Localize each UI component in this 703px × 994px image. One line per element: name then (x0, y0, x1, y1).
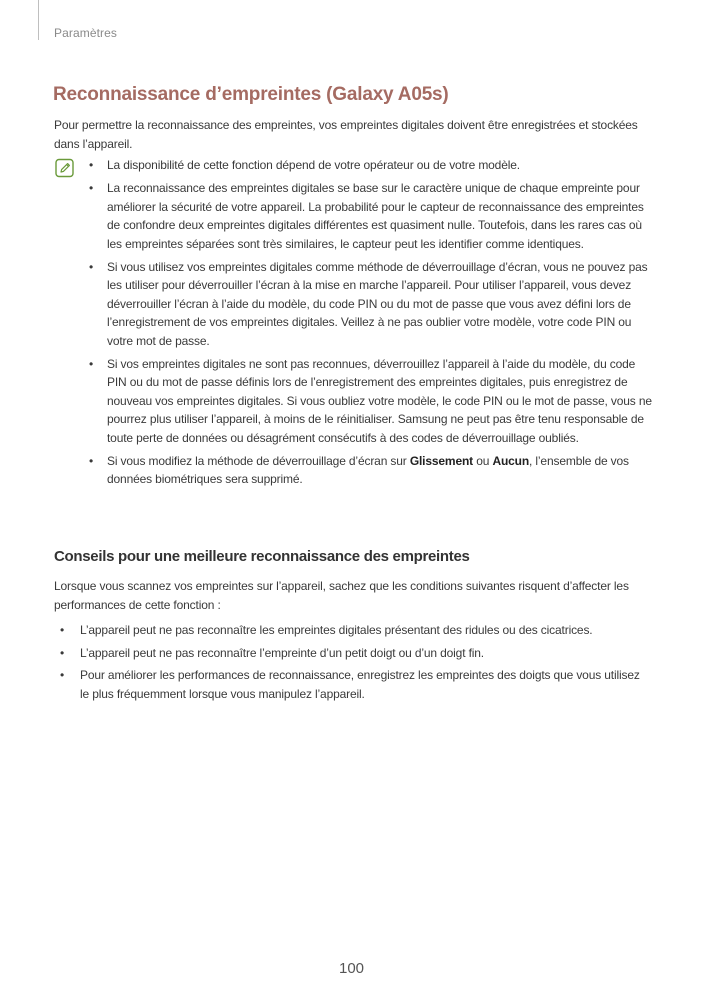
tip-text: L’appareil peut ne pas reconnaître les empreintes digitales présentant des ridules ou des cicatrices. (80, 623, 593, 637)
note-item (86, 179, 652, 253)
tips-list (60, 621, 650, 707)
note-list (86, 156, 652, 493)
bullet: • (60, 623, 65, 637)
bullet: • (60, 668, 65, 682)
tip-text: L’appareil peut ne pas reconnaître l’empreinte d’un petit doigt ou d’un doigt fin. (80, 645, 484, 660)
bullet: • (89, 181, 94, 195)
note-pencil-icon (55, 158, 74, 178)
intro-paragraph: Pour permettre la reconnaissance des empreintes, vos empreintes digitales doivent être enregistrées et stockées dans l’appareil. (54, 118, 638, 151)
note-text: La disponibilité de cette fonction dépend de votre opérateur ou de votre modèle. (107, 158, 520, 172)
bullet: • (60, 645, 65, 660)
section-title: Conseils pour une meilleure reconnaissance des empreintes (54, 548, 470, 565)
note-text: , l’ensemble de vos données biométriques sera supprimé. (107, 453, 629, 486)
header-divider (38, 0, 39, 40)
page-number: 100 (338, 960, 365, 977)
section-header: Paramètres (54, 26, 118, 40)
note-text: La reconnaissance des empreintes digitales se base sur le caractère unique de chaque empreinte pour améliorer la sécurité de votre appareil. La probabilité pour le capteur de reconnaissance des empreintes de confondre deux empreintes digitales différentes est quasiment nulle. Toutefois, dans les rares cas où les empreintes séparées sont très similaires, le capteur peut les identifier comme identiques. (107, 181, 644, 251)
bullet: • (89, 259, 94, 274)
tip-item (60, 644, 650, 663)
bullet: • (89, 356, 94, 371)
bullet: • (89, 453, 94, 468)
section-intro: Lorsque vous scannez vos empreintes sur l’appareil, sachez que les conditions suivantes risquent d’affecter les performances de cette fonction : (54, 579, 629, 612)
note-text: Si vous utilisez vos empreintes digitales comme méthode de déverrouillage d’écran, vous ne pouvez pas les utiliser pour déverrouiller l’écran à la mise en marche l’appareil. Pour utiliser l’appareil, vous devez déverrouiller l’écran à l’aide du modèle, du code PIN ou du mot de passe que vous avez défini lors de l’enregistrement de vos empreintes digitales. Veillez à ne pas oublier votre modèle, votre code PIN ou votre mot de passe. (107, 259, 648, 348)
tip-item (60, 666, 650, 703)
option-glissement: Glissement (409, 453, 474, 468)
note-text: ou (473, 453, 493, 468)
option-aucun: Aucun (492, 453, 530, 468)
note-text: Si vous modifiez la méthode de déverrouillage d’écran sur (107, 453, 410, 468)
note-item (86, 258, 652, 351)
note-text: Si vos empreintes digitales ne sont pas reconnues, déverrouillez l’appareil à l’aide du modèle, du code PIN ou du mot de passe définis lors de l’enregistrement des empreintes digitales, puis enregistrez de nouveau vos empreintes digitales. Si vous oubliez votre modèle, le code PIN ou le mot de passe, vous ne pourrez plus utiliser l’appareil, à moins de le réinitialiser. Samsung ne peut pas être tenu responsable de toute perte de données ou désagrément consécutifs à des codes de déverrouillage oubliés. (107, 356, 652, 445)
note-item (86, 452, 652, 489)
note-item (86, 156, 652, 175)
note-item (86, 355, 652, 448)
tip-text: Pour améliorer les performances de reconnaissance, enregistrez les empreintes des doigts que vous utilisez le plus fréquemment lorsque vous manipulez l’appareil. (80, 668, 640, 701)
page-title: Reconnaissance d’empreintes (Galaxy A05s) (53, 84, 449, 105)
tip-item (60, 621, 650, 640)
bullet: • (89, 158, 94, 172)
